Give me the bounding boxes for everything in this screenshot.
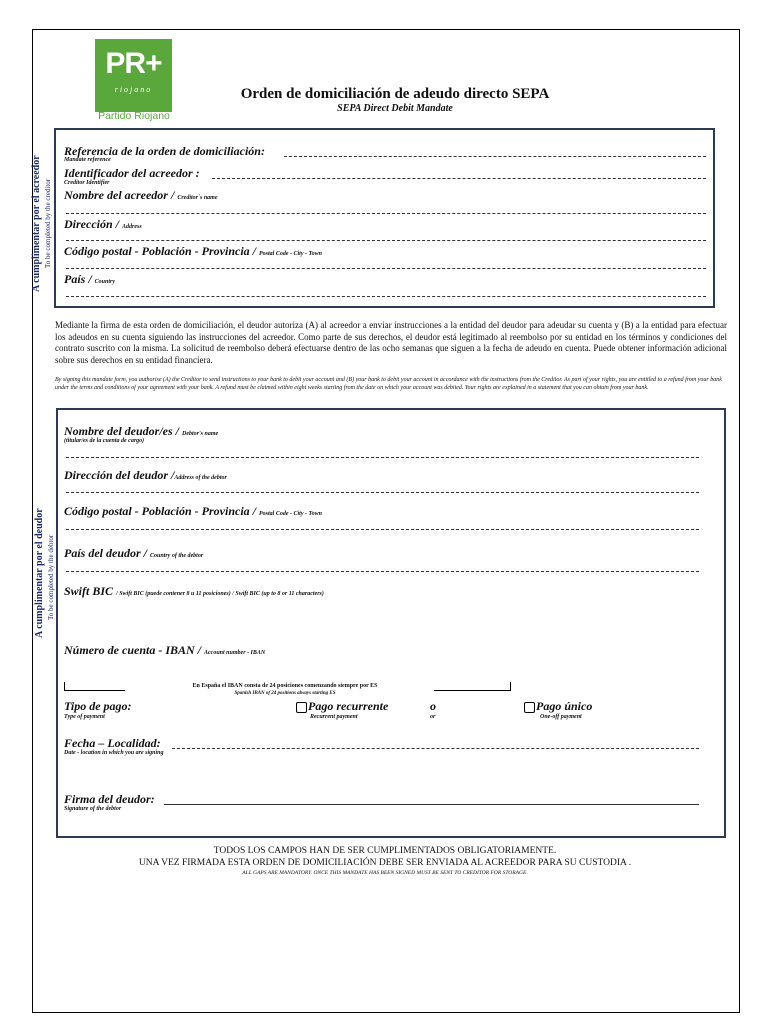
iban-note: En España el IBAN consta de 24 posiciones comenzando siempre por ES: [192, 683, 378, 689]
creditor-postal-field[interactable]: [66, 268, 706, 269]
recurrent-option[interactable]: Pago recurrente: [296, 699, 388, 714]
one-off-option[interactable]: Pago único: [524, 699, 592, 714]
debtor-name-field[interactable]: [66, 457, 699, 458]
one-off-en: One-off payment: [540, 714, 582, 720]
footer-mandatory: TODOS LOS CAMPOS HAN DE SER CUMPLIMENTADOS OBLIGATORIAMENTE.: [213, 846, 557, 856]
date-location-field[interactable]: [172, 748, 699, 749]
signature-field[interactable]: [164, 804, 699, 805]
debtor-address-field[interactable]: [66, 492, 699, 493]
creditor-address-field[interactable]: [66, 240, 706, 241]
creditor-id-label: Identificador del acreedor :: [64, 166, 200, 180]
debtor-postal-field[interactable]: [66, 529, 699, 530]
logo-mark: PR+: [105, 47, 162, 80]
date-location-label: Fecha – Localidad:: [64, 736, 161, 750]
creditor-name-field[interactable]: [66, 213, 706, 214]
creditor-country-label: País / Country: [64, 272, 116, 286]
creditor-address-label: Dirección / Address: [64, 217, 142, 231]
recurrent-en: Recurrent payment: [310, 714, 358, 720]
party-logo: [95, 39, 172, 112]
iban-field-right[interactable]: [434, 682, 511, 691]
swift-bic-label: Swift BIC / Swift BIC (puede contener 8 u 11 posiciones) / Swift BIC (up to 8 or 11 characters): [64, 584, 324, 598]
logo-tagline: riojano: [114, 85, 153, 94]
page-subtitle: SEPA Direct Debit Mandate: [337, 103, 453, 114]
debtor-country-field[interactable]: [66, 571, 699, 572]
debtor-name-label: Nombre del deudor/es / Debtor's name: [64, 424, 219, 438]
or-en: or: [430, 714, 436, 720]
signature-en: Signature of the debtor: [64, 806, 122, 812]
creditor-side-label-en: To be completed by the creditor: [44, 178, 52, 268]
iban-label: Número de cuenta - IBAN / Account number - IBAN: [64, 643, 266, 657]
debtor-postal-label: Código postal - Población - Provincia / Postal Code - City - Town: [64, 504, 322, 518]
legal-text-en: By signing this mandate form, you authorise (A) the Creditor to send instructions to your bank to debit your account and (B) your bank to debit your account in accordance with the instructions from the Creditor. As part of your rights, you are entitled to a refund from your bank under the terms and conditions of your agreement with your bank. A refund must be claimed within eight weeks starting from the date on which your account was debited. Your rights are explained in a statement that you can obtain from your bank.: [55, 377, 722, 391]
creditor-id-field[interactable]: [212, 178, 706, 179]
debtor-name-note: (titular/es de la cuenta de cargo): [64, 438, 145, 444]
signature-label: Firma del deudor:: [64, 792, 155, 806]
party-name: Partido Riojano: [98, 110, 170, 122]
footer-en: ALL GAPS ARE MANDATORY. ONCE THIS MANDATE HAS BEEN SIGNED MUST BE SENT TO CREDITOR FOR STORAGE.: [242, 870, 528, 876]
debtor-country-label: País del deudor / Country of the debtor: [64, 546, 204, 560]
date-location-en: Date - location in which you are signing: [64, 750, 164, 756]
recurrent-checkbox[interactable]: [296, 702, 307, 713]
iban-field-left[interactable]: [64, 682, 125, 691]
iban-note-en: Spanish IBAN of 24 positions always starting ES: [234, 691, 336, 696]
creditor-postal-label: Código postal - Población - Provincia / Postal Code - City - Town: [64, 244, 322, 258]
creditor-country-field[interactable]: [66, 296, 706, 297]
creditor-name-label: Nombre del acreedor / Creditor´s name: [64, 188, 218, 202]
debtor-side-label: A cumplimentar por el deudor: [34, 508, 45, 638]
payment-type-en: Type of payment: [64, 714, 105, 720]
page-title: Orden de domiciliación de adeudo directo SEPA: [240, 86, 550, 102]
debtor-address-label: Dirección del deudor /Address of the debtor: [64, 468, 227, 482]
footer-send: UNA VEZ FIRMADA ESTA ORDEN DE DOMICILIACIÓN DEBE SER ENVIADA AL ACREEDOR PARA SU CUSTODIA .: [138, 858, 632, 868]
creditor-side-label: A cumplimentar por el acreedor: [31, 155, 42, 292]
debtor-side-label-en: To be completed by the debtor: [47, 534, 55, 620]
mandate-reference-field[interactable]: [284, 156, 706, 157]
one-off-checkbox[interactable]: [524, 702, 535, 713]
mandate-reference-en: Mandate reference: [64, 157, 111, 163]
payment-type-label: Tipo de pago:: [64, 699, 132, 713]
creditor-id-en: Creditor Identifier: [64, 180, 110, 186]
mandate-reference-label: Referencia de la orden de domiciliación:: [64, 144, 265, 158]
or-label: o: [430, 699, 436, 713]
legal-text-es: Mediante la firma de esta orden de domiciliación, el deudor autoriza (A) al acreedor a enviar instrucciones a la entidad del deudor para adeudar su cuenta y (B) a la entidad para efectuar los adeudos en su cuenta siguiendo las instrucciones del acreedor. Como parte de sus derechos, el deudor está legitimado al reembolso por su entidad en los términos y condiciones del contrato suscrito con la misma. La solicitud de reembolso deberá efectuarse dentro de las ocho semanas que siguen a la fecha de adeudo en cuenta. Puede obtener información adicional sobre sus derechos en su entidad financiera.: [55, 320, 727, 365]
